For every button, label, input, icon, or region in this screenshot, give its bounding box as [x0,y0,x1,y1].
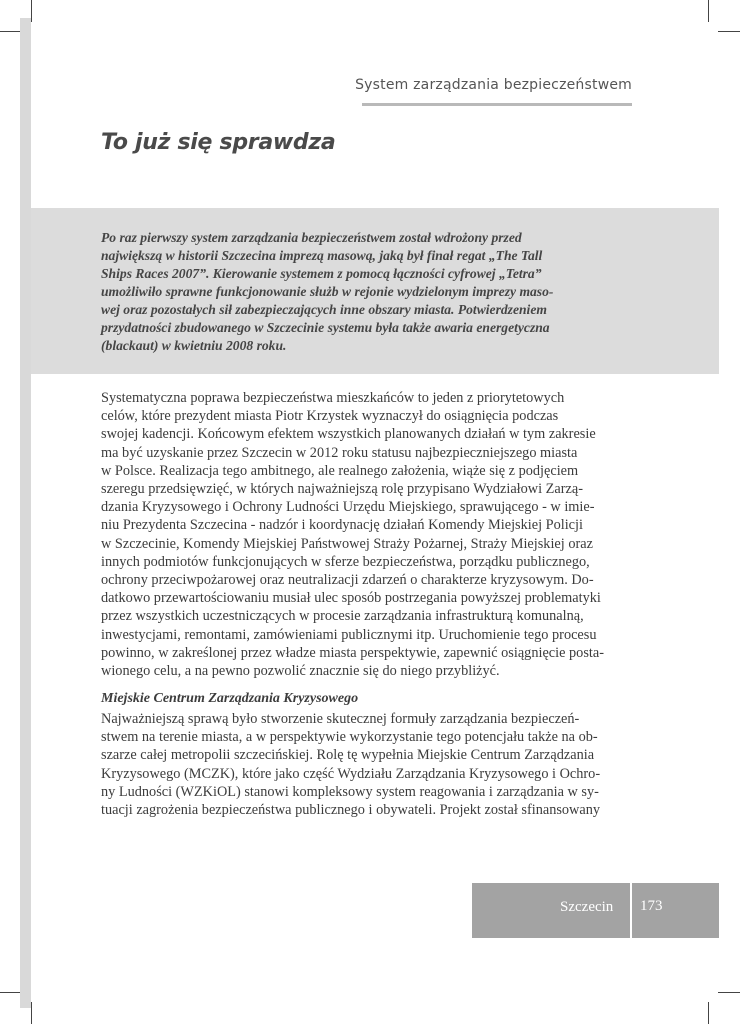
body-line: Kryzysowego (MCZK), które jako część Wydziału Zarządzania Kryzysowego i Ochro- [101,765,601,782]
running-header: System zarządzania bezpieczeństwem [355,77,632,93]
lead-line: (blackaut) w kwietniu 2008 roku. [101,338,287,353]
lead-line: największą w historii Szczecina imprezą masową, jaką był finał regat „The Tall [101,248,543,263]
lead-line: Ships Races 2007”. Kierowanie systemem z pomocą łączności cyfrowej „Tetra” [101,266,542,281]
page-edge-strip [20,18,31,1008]
footer-label: Szczecin [560,899,614,915]
body-paragraph-2 [101,710,641,819]
body-line: dzania Kryzysowego i Ochrony Ludności Urzędu Miejskiego, sprawującego - w imie- [101,499,595,516]
crop-mark [0,31,22,32]
header-rule [362,103,632,106]
body-line: wionego celu, a na pewno pozwolić znacznie się do niego przybliżyć. [101,663,500,680]
crop-mark [708,1002,709,1024]
lead-line: wej oraz pozostałych sił zabezpieczających inne obszary miasta. Potwierdzeniem [101,302,547,317]
body-line: powinno, w zakreślonej przez władze miasta perspektywie, zapewnić osiągnięcie posta- [101,644,604,661]
crop-mark [718,992,740,993]
body-line: swojej kadencji. Końcowym efektem wszystkich planowanych działań w tym zakresie [101,426,596,443]
body-line: w Polsce. Realizacja tego ambitnego, ale realnego założenia, wiąże się z podjęciem [101,462,579,479]
crop-mark [31,1002,32,1024]
lead-line: umożliwiło sprawne funkcjonowanie służb w rejonie wydzielonym imprezy maso- [101,284,554,299]
crop-mark [718,31,740,32]
body-line: innych podmiotów funkcjonujących w sferze bezpieczeństwa, porządku publicznego, [101,553,590,570]
body-line: Systematyczna poprawa bezpieczeństwa mieszkańców to jeden z priorytetowych [101,390,565,406]
page-number: 173 [640,898,663,914]
body-line: celów, które prezydent miasta Piotr Krzystek wyznaczył do osiągnięcia podczas [101,408,559,425]
footer-divider [630,883,632,938]
section-subheading: Miejskie Centrum Zarządzania Kryzysowego [101,691,359,706]
crop-mark [0,992,22,993]
lead-line: przydatności zbudowanego w Szczecinie systemu była także awaria energetyczna [101,320,550,335]
body-line: przez wszystkich uczestniczących w procesie zarządzania infrastrukturą komunalną, [101,608,584,625]
crop-mark [708,0,709,22]
body-line: w Szczecinie, Komendy Miejskiej Państwowej Straży Pożarnej, Straży Miejskiej oraz [101,535,593,552]
body-line: inwestycjami, remontami, zamówieniami publicznymi itp. Uruchomienie tego procesu [101,626,597,643]
body-line: stwem na terenie miasta, a w perspektywie wykorzystanie tego potencjału także na ob- [101,729,598,746]
body-line: szarze całej metropolii szczecińskiej. Rolę tę wypełnia Miejskie Centrum Zarządzania [101,747,595,764]
lead-line: Po raz pierwszy system zarządzania bezpieczeństwem został wdrożony przed [101,230,522,245]
body-line: szeregu przedsięwzięć, w których najważniejszą rolę przypisano Wydziałowi Zarzą- [101,481,583,498]
crop-mark [31,0,32,22]
article-title: To już się sprawdza [101,130,336,155]
body-line: ochrony przeciwpożarowej oraz neutralizacji zdarzeń o charakterze kryzysowym. Do- [101,572,594,589]
body-line: datkowo przewartościowaniu musiał ulec sposób postrzegania powyższej problematyki [101,590,601,607]
body-line: niu Prezydenta Szczecina - nadzór i koordynację działań Komendy Miejskiej Policji [101,517,583,534]
body-line: ma być uzyskanie przez Szczecin w 2012 roku statusu najbezpieczniejszego miasta [101,444,578,461]
body-line: ny Ludności (WZKiOL) stanowi kompleksowy system reagowania i zarządzania w sy- [101,783,599,800]
body-line: tuacji zagrożenia bezpieczeństwa publicznego i obywateli. Projekt został sfinansowany [101,802,601,819]
body-line: Najważniejszą sprawą było stworzenie skutecznej formuły zarządzania bezpieczeń- [101,711,580,727]
lead-paragraph [101,229,636,355]
body-paragraph-1 [101,389,641,680]
